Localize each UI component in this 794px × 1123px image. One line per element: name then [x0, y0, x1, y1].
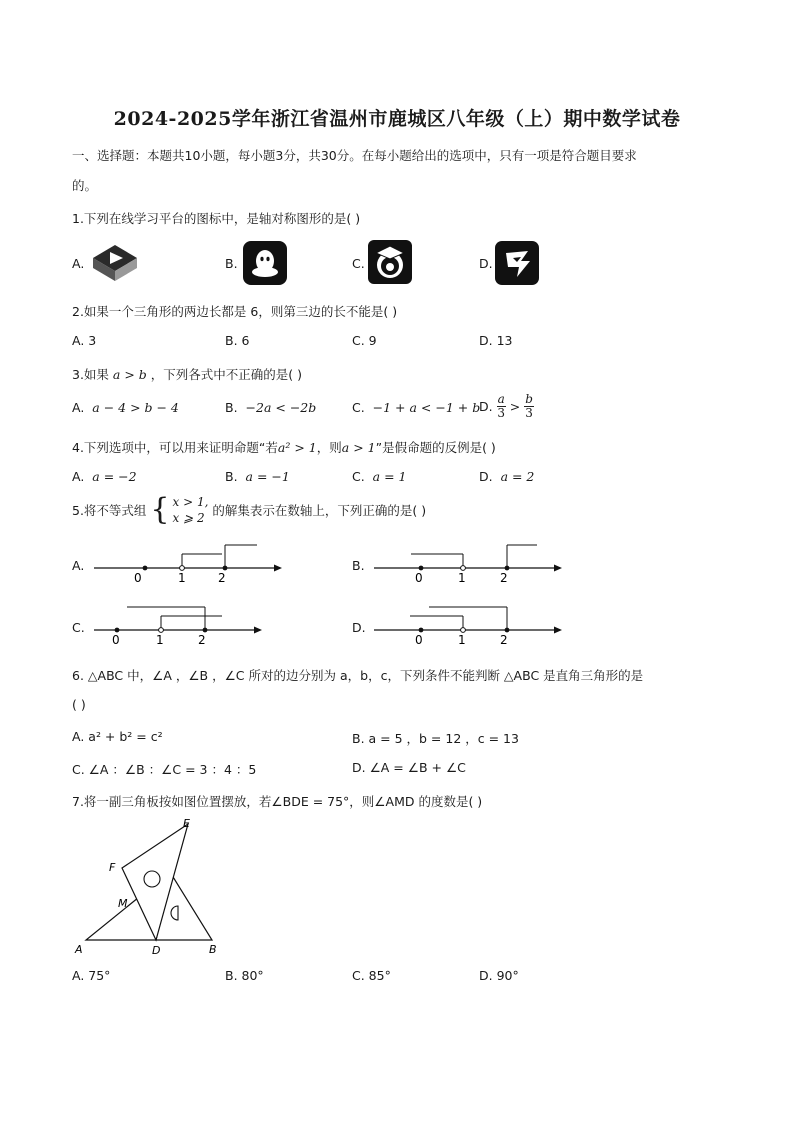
- inequality-system: { x > 1, x ⩾ 2: [150, 492, 209, 527]
- play-cube-icon: [90, 242, 140, 284]
- penguin-icon: [243, 241, 287, 285]
- q6-option-c: C. ∠A ：∠B ：∠C = 3 ：4 ：5: [72, 762, 257, 777]
- q6-option-b: B. a = 5 ，b = 12 ，c = 13: [352, 731, 519, 746]
- number-line-a: [90, 540, 290, 588]
- svg-text:E: E: [183, 817, 190, 830]
- q7-stem: 7.将一副三角板按如图位置摆放，若∠BDE = 75°，则∠AMD 的度数是( ): [72, 794, 483, 809]
- number-line-b: [370, 540, 570, 588]
- number-line-d: [370, 602, 570, 650]
- q7-option-a: A. 75°: [72, 968, 111, 983]
- svg-text:0: 0: [134, 571, 142, 585]
- q4-option-d: D. a = 2: [479, 469, 535, 484]
- svg-text:1: 1: [458, 571, 466, 585]
- svg-text:0: 0: [415, 571, 423, 585]
- q1-stem: 1.下列在线学习平台的图标中，是轴对称图形的是( ): [72, 211, 361, 226]
- svg-text:2: 2: [198, 633, 206, 647]
- q3-stem-math: a > b: [112, 367, 147, 382]
- q6-stem-continued: ( ): [72, 697, 86, 712]
- set-square-diagram: [70, 812, 230, 962]
- wing-bird-icon: [495, 241, 539, 285]
- svg-text:0: 0: [112, 633, 120, 647]
- q1-option-a-label: A.: [72, 256, 85, 271]
- svg-text:M: M: [118, 897, 128, 910]
- fraction-b-over-3: $\frac{b}{3}$: [525, 392, 533, 420]
- exam-title: 2024-2025学年浙江省温州市鹿城区八年级（上）期中数学试卷: [113, 108, 681, 130]
- q2-option-a: A. 3: [72, 333, 97, 348]
- q4-option-c: C. a = 1: [352, 469, 407, 484]
- svg-text:B: B: [209, 943, 217, 956]
- svg-text:1: 1: [156, 633, 164, 647]
- svg-text:1: 1: [458, 633, 466, 647]
- q5-option-c-label: C.: [72, 620, 85, 635]
- q5-option-b-label: B.: [352, 558, 365, 573]
- q3-stem-post: ，下列各式中不正确的是( ): [150, 367, 303, 382]
- svg-text:F: F: [109, 861, 116, 874]
- q2-stem: 2.如果一个三角形的两边长都是 6，则第三边的长不能是( ): [72, 304, 398, 319]
- q5-option-d-label: D.: [352, 620, 366, 635]
- svg-text:A: A: [75, 943, 83, 956]
- q2-option-b: B. 6: [225, 333, 250, 348]
- q1-option-c-label: C.: [352, 256, 365, 271]
- fraction-a-over-3: $\frac{a}{3}$: [497, 392, 505, 420]
- section-heading-line2: 的。: [72, 178, 98, 193]
- q3-option-c: C. −1 + a < −1 + b: [352, 400, 481, 415]
- graduate-cap-icon: [368, 240, 412, 284]
- svg-text:0: 0: [415, 633, 423, 647]
- number-line-c: [90, 602, 280, 650]
- q3-option-d: D. $\frac{a}{3}$ > $\frac{b}{3}$: [479, 392, 533, 420]
- q2-option-c: C. 9: [352, 333, 377, 348]
- q7-option-c: C. 85°: [352, 968, 391, 983]
- q1-option-b-label: B.: [225, 256, 238, 271]
- q3-stem-pre: 3.如果: [72, 367, 109, 382]
- q4-option-b: B. a = −1: [225, 469, 290, 484]
- svg-text:2: 2: [218, 571, 226, 585]
- section-heading-line1: 一、选择题：本题共10小题，每小题3分，共30分。在每小题给出的选项中，只有一项是符合题目要求: [72, 148, 637, 163]
- q3-option-a: A. a − 4 > b − 4: [72, 400, 179, 415]
- q4-option-a: A. a = −2: [72, 469, 137, 484]
- q7-option-b: B. 80°: [225, 968, 264, 983]
- q2-option-d: D. 13: [479, 333, 513, 348]
- svg-text:2: 2: [500, 633, 508, 647]
- q6-option-a: A. a² + b² = c²: [72, 729, 163, 744]
- svg-text:1: 1: [178, 571, 186, 585]
- q5-option-a-label: A.: [72, 558, 85, 573]
- q6-stem: 6. △ABC 中，∠A ，∠B ，∠C 所对的边分别为 a，b，c，下列条件不能判断 △ABC 是直角三角形的是: [72, 668, 644, 683]
- q5-stem: 5.将不等式组 { x > 1, x ⩾ 2 的解集表示在数轴上，下列正确的是( ): [72, 492, 427, 527]
- svg-text:D: D: [152, 944, 161, 957]
- q1-option-d-label: D.: [479, 256, 493, 271]
- q7-option-d: D. 90°: [479, 968, 519, 983]
- q3-option-b: B. −2a < −2b: [225, 400, 317, 415]
- q4-stem: 4.下列选项中，可以用来证明命题“若a² > 1，则a > 1”是假命题的反例是( ): [72, 440, 496, 455]
- q6-option-d: D. ∠A = ∠B + ∠C: [352, 760, 466, 775]
- q3-stem: [72, 365, 302, 383]
- svg-text:2: 2: [500, 571, 508, 585]
